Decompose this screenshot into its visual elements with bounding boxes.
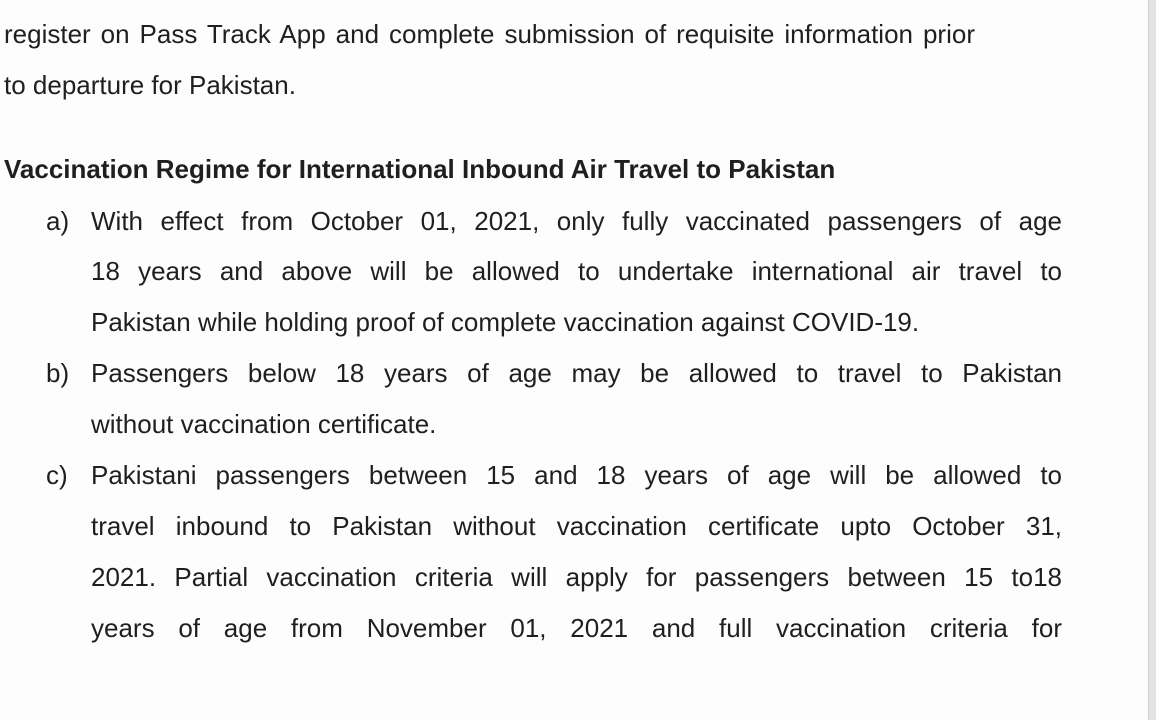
item-b-line-2: without vaccination certificate.	[91, 409, 437, 439]
intro-line-2: to departure for Pakistan.	[4, 70, 296, 100]
item-c-line-4: years of age from November 01, 2021 and full vaccination criteria for	[91, 613, 1062, 643]
item-b-marker: b)	[46, 358, 70, 388]
intro-line-1: register on Pass Track App and complete submission of requisite information prior	[4, 19, 975, 49]
item-b-line-1: Passengers below 18 years of age may be allowed to travel to Pakistan	[91, 358, 1062, 388]
item-a-marker: a)	[46, 206, 70, 236]
page-edge	[1148, 0, 1156, 720]
item-a-line-3: Pakistan while holding proof of complete vaccination against COVID-19.	[91, 307, 920, 337]
item-c-marker: c)	[46, 460, 68, 490]
section-heading: Vaccination Regime for International Inbound Air Travel to Pakistan	[4, 154, 836, 184]
item-c-line-2: travel inbound to Pakistan without vaccination certificate upto October 31,	[91, 511, 1062, 541]
item-c-line-1: Pakistani passengers between 15 and 18 years of age will be allowed to	[91, 460, 1062, 490]
item-c-line-3: 2021. Partial vaccination criteria will apply for passengers between 15 to18	[91, 562, 1062, 592]
item-a-line-2: 18 years and above will be allowed to undertake international air travel to	[91, 256, 1062, 286]
item-a-line-1: With effect from October 01, 2021, only fully vaccinated passengers of age	[91, 206, 1062, 236]
